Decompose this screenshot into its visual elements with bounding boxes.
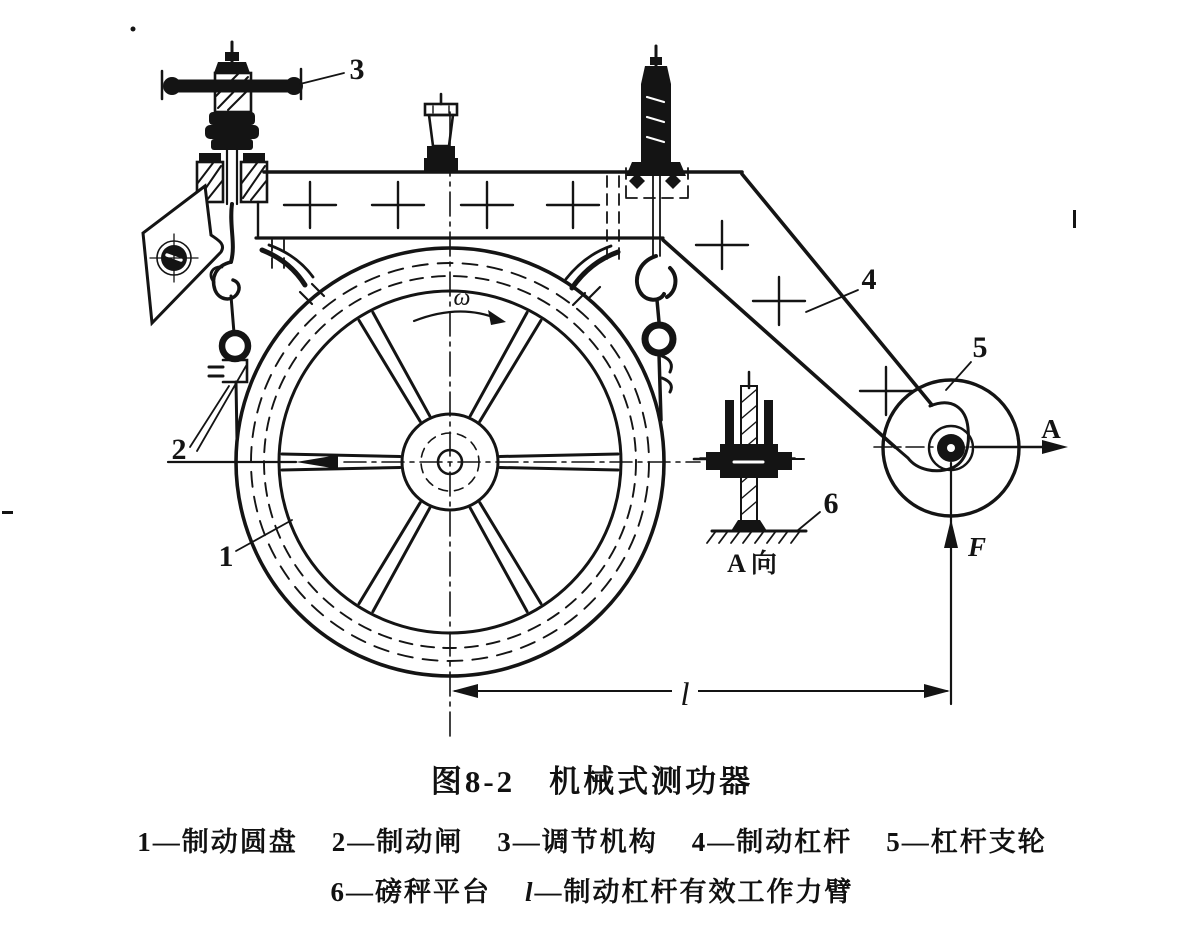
- callout-1: 1: [218, 540, 234, 573]
- callout-5: 5: [972, 331, 988, 364]
- beam-center-marks: [284, 182, 599, 228]
- omega-label: ω: [453, 285, 471, 311]
- force-arrow: [944, 463, 958, 704]
- legend-arm-text: —制动杠杆有效工作力臂: [534, 877, 854, 907]
- figure-caption: 图8-2 机械式测功器: [430, 764, 754, 799]
- force-label: F: [968, 532, 987, 562]
- scale-platform-detail: [694, 372, 806, 543]
- figure-legend-line2: [0, 870, 1184, 909]
- arm-length-label: l: [680, 677, 690, 713]
- oil-cup: [424, 94, 458, 172]
- rotation-arrow: [414, 310, 506, 325]
- callout-6: 6: [823, 487, 839, 520]
- callout-4: 4: [861, 263, 877, 296]
- callout-2: 2: [171, 433, 187, 466]
- left-support-plate: [143, 186, 223, 323]
- dimension-arm-length: [452, 672, 950, 708]
- right-band-hanger: [637, 256, 675, 420]
- legend-item-3: 3—调节机构: [497, 827, 658, 857]
- right-tension-bolt: [626, 46, 686, 256]
- legend-item-arm: [525, 877, 854, 907]
- view-direction-label: A: [1041, 414, 1061, 444]
- legend-item-1: 1—制动圆盘: [137, 827, 298, 857]
- figure-legend-line1: [0, 820, 1184, 859]
- legend-item-6: 6—磅秤平台: [330, 877, 491, 907]
- legend-arm-symbol: l: [524, 877, 535, 907]
- beam-hidden-lines: [272, 168, 688, 268]
- legend-item-4: 4—制动杠杆: [691, 827, 853, 857]
- legend-item-5: 5—杠杆支轮: [886, 827, 1047, 857]
- legend-item-2: 2—制动闸: [331, 827, 464, 857]
- brake-lever: [663, 174, 932, 447]
- view-a-caption: A 向: [727, 549, 777, 578]
- adjusting-mechanism: [162, 42, 303, 204]
- callout-3: 3: [349, 53, 365, 86]
